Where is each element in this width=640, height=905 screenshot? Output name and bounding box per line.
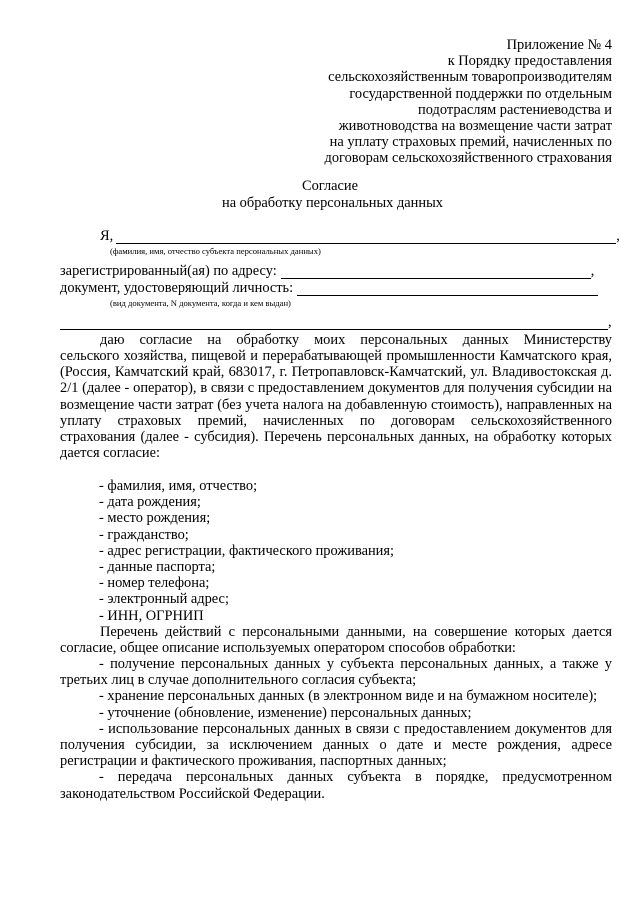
action-item: - хранение персональных данных (в электронном виде и на бумажном носителе); [99, 688, 598, 705]
name-suffix: , [616, 228, 620, 244]
address-blank-line[interactable] [281, 264, 591, 279]
appendix-header [290, 37, 612, 167]
action-item: - получение персональных данных у субъекта персональных данных, а также у третьих лиц в случае дополнительного согласия субъекта; [60, 656, 612, 689]
consent-body-rest [60, 348, 612, 461]
header-line: к Порядку предоставления [447, 53, 612, 70]
name-field-row [100, 228, 620, 244]
action-item: - уточнение (обновление, изменение) персональных данных; [99, 704, 472, 721]
actions-intro: Перечень действий с персональными данными, на совершение которых дается согласие, общее описание используемых оператором способов обработки: [60, 624, 612, 657]
name-hint: (фамилия, имя, отчество субъекта персональных данных) [110, 246, 321, 256]
document-hint: (вид документа, N документа, когда и кем выдан) [110, 298, 291, 308]
address-label: зарегистрированный(ая) по адресу: [60, 263, 277, 279]
header-line: на уплату страховых премий, начисленных по [329, 134, 612, 151]
personal-data-list [88, 478, 612, 624]
actions-section [60, 624, 612, 656]
list-item: - дата рождения; [99, 494, 201, 511]
list-item: - данные паспорта; [99, 559, 216, 576]
name-prefix: Я, [100, 228, 114, 244]
header-line: Приложение № 4 [506, 37, 612, 53]
address-field-row [60, 263, 594, 279]
document-subtitle: на обработку персональных данных [222, 195, 443, 211]
extra-blank-suffix: , [608, 314, 612, 330]
extra-blank-line[interactable] [60, 315, 608, 330]
intro-paragraph: сельского хозяйства, пищевой и перерабатывающей промышленности Камчатского края, (Россия, Камчатский край, 683017, г. Петропавловск-Камчатский, ул. Владивостокская д. 2/1 (далее - оператор), в связи с предоставлением документов для получения субсидии на возмещение части затрат (без учета налога на добавленную стоимость), направленных на уплату страховых премий, начисленных по договорам сельскохозяйственного страхования (далее - субсидия). Перечень персональных данных, на обработку которых дается согласие: [60, 348, 612, 462]
document-blank-line[interactable] [297, 281, 598, 296]
list-item: - гражданство; [99, 526, 189, 543]
list-item: - электронный адрес; [99, 591, 229, 608]
action-item: - передача персональных данных субъекта в порядке, предусмотренном законодательством Российской Федерации. [60, 769, 612, 802]
consent-body [100, 332, 612, 348]
list-item: - место рождения; [99, 510, 211, 527]
extra-blank-row [60, 314, 612, 330]
address-suffix: , [590, 263, 595, 279]
list-item: - ИНН, ОГРНИП [99, 607, 204, 624]
action-item: - использование персональных данных в связи с предоставлением документов для получения субсидии, за исключением данных о дате и месте рождения, адресе регистрации и фактического проживания, паспортных данных; [60, 720, 612, 770]
actions-list [60, 656, 612, 802]
list-item: - адрес регистрации, фактического проживания; [99, 542, 395, 559]
list-item: - номер телефона; [99, 575, 210, 592]
intro-first-line: даю согласие на обработку моих персональных данных Министерству [100, 332, 612, 348]
header-line: договорам сельскохозяйственного страхования [324, 150, 612, 167]
header-line: государственной поддержки по отдельным [349, 85, 612, 102]
header-line: подотраслям растениеводства и [418, 101, 612, 118]
list-item: - фамилия, имя, отчество; [99, 478, 258, 494]
header-line: сельскохозяйственным товаропроизводителям [328, 69, 612, 86]
document-title: Согласие [302, 178, 359, 194]
header-line: животноводства на возмещение части затрат [338, 118, 612, 135]
document-field-row [60, 280, 598, 296]
name-blank-line[interactable] [116, 229, 616, 244]
document-label: документ, удостоверяющий личность: [60, 280, 294, 296]
